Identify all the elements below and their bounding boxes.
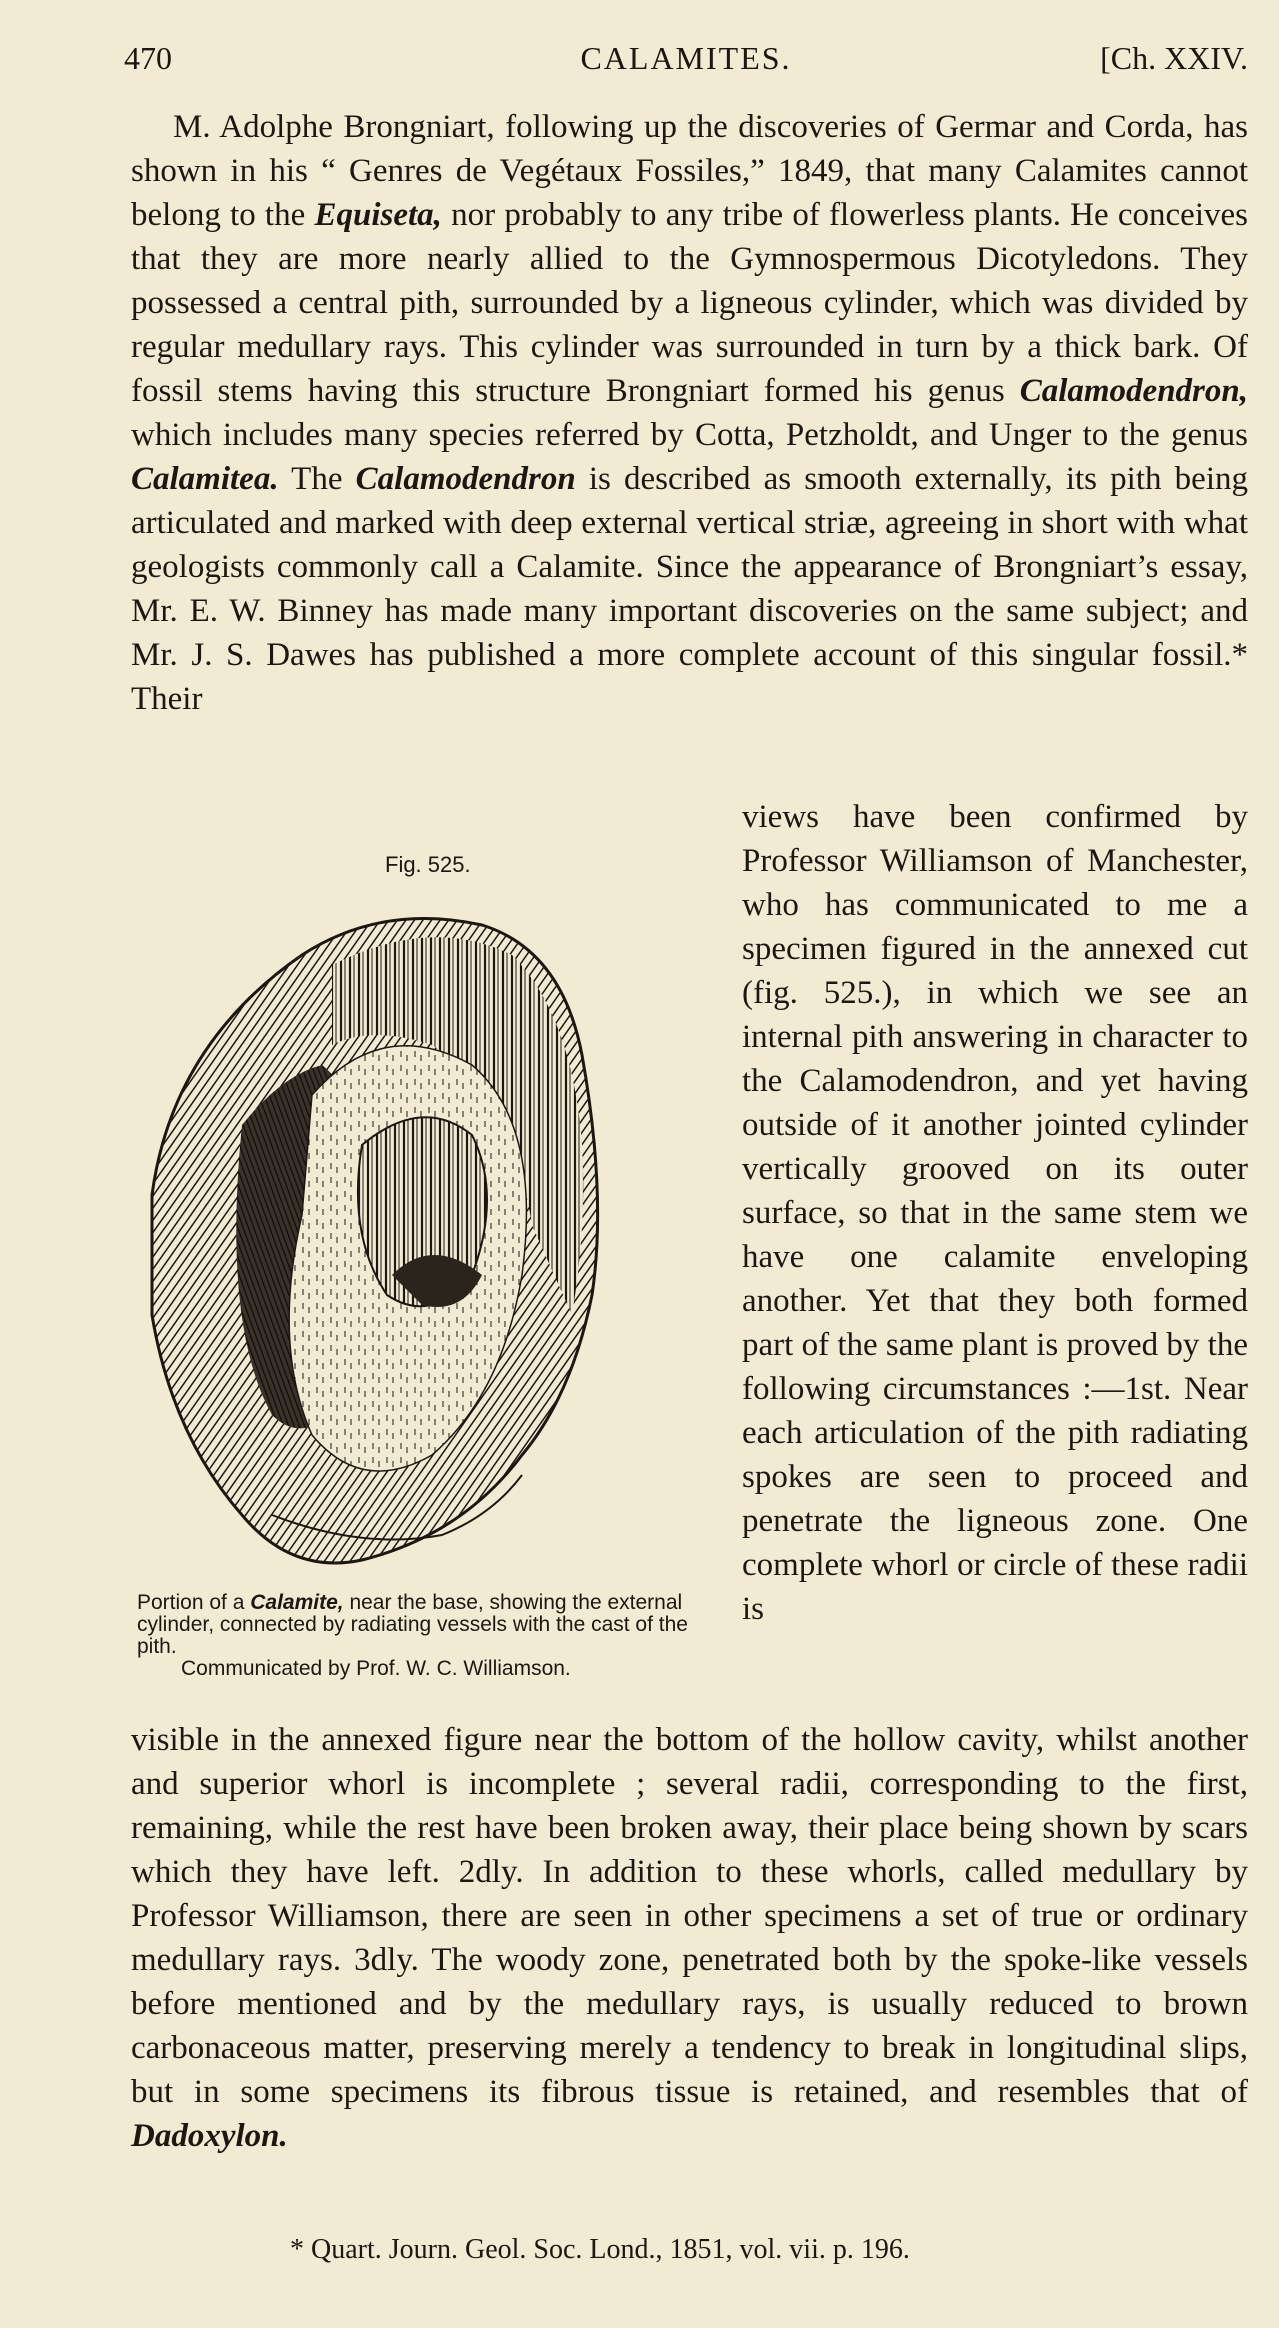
paragraph-text: which includes many species referred by Cotta, Petzholdt, and Unger to the genus bbox=[131, 417, 1248, 453]
caption-genus: Calamite, bbox=[250, 1591, 344, 1614]
chapter-label: [Ch. XXIV. bbox=[1100, 40, 1248, 76]
paragraph-text: is described as smooth externally, its pith being articulated and marked with deep external vertical striæ, agreeing in short with what geologists commonly call a Calamite. Since the appearance of Brongniart’s essay, Mr. E. W. Binney has made many important discoveries on the same subject; and Mr. J. S. Dawes has published a more complete account of this singular fossil.* Their bbox=[131, 461, 1248, 717]
caption-credit: Communicated by Prof. W. C. Williamson. bbox=[181, 1657, 571, 1680]
running-title: CALAMITES. bbox=[580, 40, 792, 76]
paragraph-brongniart bbox=[131, 105, 1248, 795]
running-header bbox=[124, 40, 1248, 84]
caption-text: near the base, showing the external cylinder, connected by radiating vessels with the cast of the pith. bbox=[137, 1591, 688, 1658]
figure-label: Fig. 525. bbox=[385, 852, 471, 877]
footnote: * Quart. Journ. Geol. Soc. Lond., 1851, vol. vii. p. 196. bbox=[290, 2234, 910, 2265]
calamite-engraving bbox=[132, 895, 706, 1585]
genus-name: Calamitea. bbox=[131, 461, 279, 497]
caption-text: Portion of a bbox=[137, 1591, 251, 1614]
column-paragraph: views have been confirmed by Professor Williamson of Manchester, who has communicated to me a specimen figured in the annexed cut (fig. 525.), in which we see an internal pith answering in character to the Calamodendron, and yet having outside of it another jointed cylinder vertically grooved on its outer surface, so that in the same stem we have one calamite enveloping another. Yet that they both formed part of the same plant is proved by the following circumstances :—1st. Near each articulation of the pith radiating spokes are seen to proceed and penetrate the ligneous zone. One complete whorl or circle of these radii is bbox=[742, 799, 1248, 1627]
figure-caption bbox=[137, 1592, 727, 1680]
genus-name: Calamodendron bbox=[355, 461, 576, 497]
genus-name: Equiseta, bbox=[314, 197, 442, 233]
paragraph-text: nor probably to any tribe of flowerless plants. He conceives that they are more nearly allied to the Gymnospermous Dicotyledons. They possessed a central pith, surrounded by a ligneous cylinder, which was divided by regular medullary rays. This cylinder was surrounded in turn by a thick bark. Of fossil stems having this structure Brongniart formed his genus bbox=[131, 197, 1248, 409]
paragraph-text: visible in the annexed figure near the bottom of the hollow cavity, whilst another and superior whorl is incomplete ; several radii, corresponding to the first, remaining, while the rest have been broken away, their place being shown by scars which they have left. 2dly. In addition to these whorls, called medullary by Professor Williamson, there are seen in other specimens a set of true or ordinary medullary rays. 3dly. The woody zone, penetrated both by the spoke-like vessels before mentioned and by the medullary rays, is usually reduced to brown carbonaceous matter, preserving merely a tendency to break in longitudinal slips, but in some specimens its fibrous tissue is retained, and resembles that of bbox=[131, 1722, 1248, 2110]
paragraph-text: M. Adolphe Brongniart, following up the discoveries of Germar and Corda, has shown in his “ Genres de Vegétaux Fossiles,” 1849, that many Calamites cannot belong to the bbox=[131, 109, 1248, 233]
genus-name: Calamodendron, bbox=[1019, 373, 1248, 409]
side-column-text bbox=[742, 795, 1248, 1631]
page-number: 470 bbox=[124, 40, 172, 76]
paragraph-continued bbox=[131, 1718, 1248, 2158]
paragraph-text: The bbox=[278, 461, 356, 497]
genus-name: Dadoxylon. bbox=[131, 2118, 288, 2154]
